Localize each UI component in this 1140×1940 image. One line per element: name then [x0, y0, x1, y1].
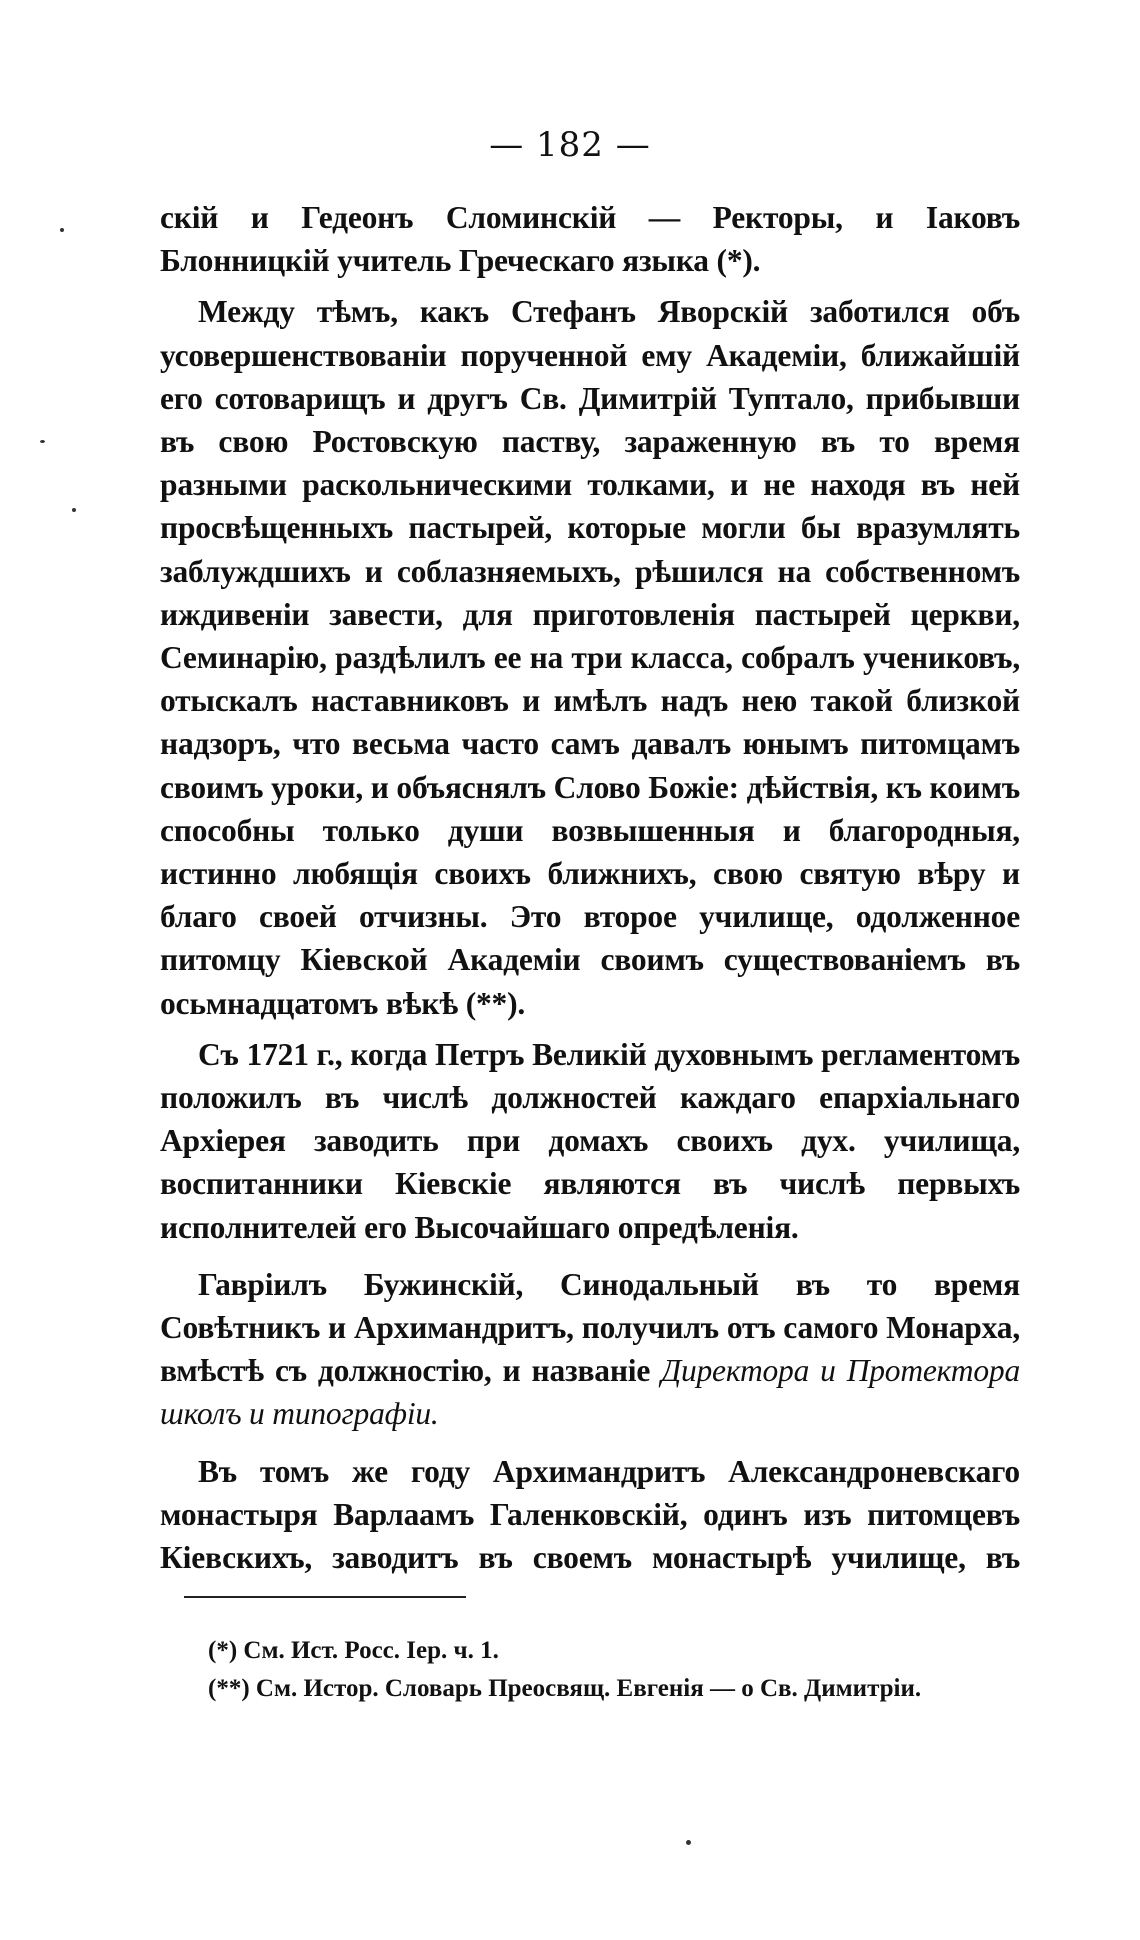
footnote-2: (**) См. Истор. Словарь Преосвящ. Евгенія — о Св. Димитріи.	[208, 1675, 922, 1702]
footnote-separator	[184, 1596, 466, 1598]
emphasized-title: Директора и Протектора школъ и типографіи.	[160, 1353, 1020, 1432]
scan-speck	[72, 508, 76, 512]
paragraph-rostov-seminary: Между тѣмъ, какъ Стефанъ Яворскій заботился объ усовершенствованіи порученной ему Академіи, ближайшій его сотоварищъ и другъ Св. Димитрій Туптало, прибывши въ свою Ростовскую паству, зараженную въ то время разными раскольническими толками, и не находя въ ней просвѣщенныхъ пастырей, которые могли бы вразумлять заблуждшихъ и соблазняемыхъ, рѣшился на собственномъ иждивеніи завести, для приготовленія пастырей церкви, Семинарію, раздѣлилъ ее на три класса, собралъ учениковъ, отыскалъ наставниковъ и имѣлъ надъ нею такой близкой надзоръ, что весьма часто самъ давалъ юнымъ питомцамъ своимъ уроки, и объяснялъ Слово Божіе: дѣйствія, къ коимъ способны только души возвышенныя и благородныя, истинно любящія своихъ ближнихъ, свою святую вѣру и благо своей отчизны. Это второе училище, одолженное питомцу Кіевской Академіи своимъ существованіемъ въ осьмнадцатомъ вѣкѣ (**).	[160, 294, 1020, 1021]
paragraph-varlaam: Въ томъ же году Архимандритъ Александроневскаго монастыря Варлаамъ Галенковскій, одинъ изъ питомцевъ Кіевскихъ, заводитъ въ своемъ монастырѣ училище, въ	[160, 1453, 1020, 1576]
body-text	[160, 196, 1020, 1587]
paragraph-text: Гавріилъ Бужинскій, Синодальный въ то время Совѣтникъ и Архимандритъ, получилъ отъ самого Монарха, вмѣстѣ съ должностію, и названіе	[160, 1266, 1020, 1389]
footnote-1: (*) См. Ист. Росс. Іер. ч. 1.	[208, 1637, 499, 1664]
scan-speck	[60, 228, 64, 232]
paragraph-continuation: скій и Гедеонъ Сломинскій — Ректоры, и Іаковъ Блонницкій учитель Греческаго языка (*).	[160, 200, 1020, 279]
paragraph-gavriil-buzhinsky	[160, 1263, 1020, 1436]
scan-speck	[40, 440, 45, 443]
paragraph-1721-regulation: Съ 1721 г., когда Петръ Великій духовнымъ регламентомъ положилъ въ числѣ должностей каждаго епархіальнаго Архіерея заводить при домахъ своихъ дух. училища, воспитанники Кіевскіе являются въ числѣ первыхъ исполнителей его Высочайшаго опредѣленія.	[160, 1036, 1020, 1245]
scan-speck	[686, 1840, 691, 1845]
footnotes	[208, 1632, 1028, 1708]
page-number: — 182 —	[489, 125, 651, 165]
